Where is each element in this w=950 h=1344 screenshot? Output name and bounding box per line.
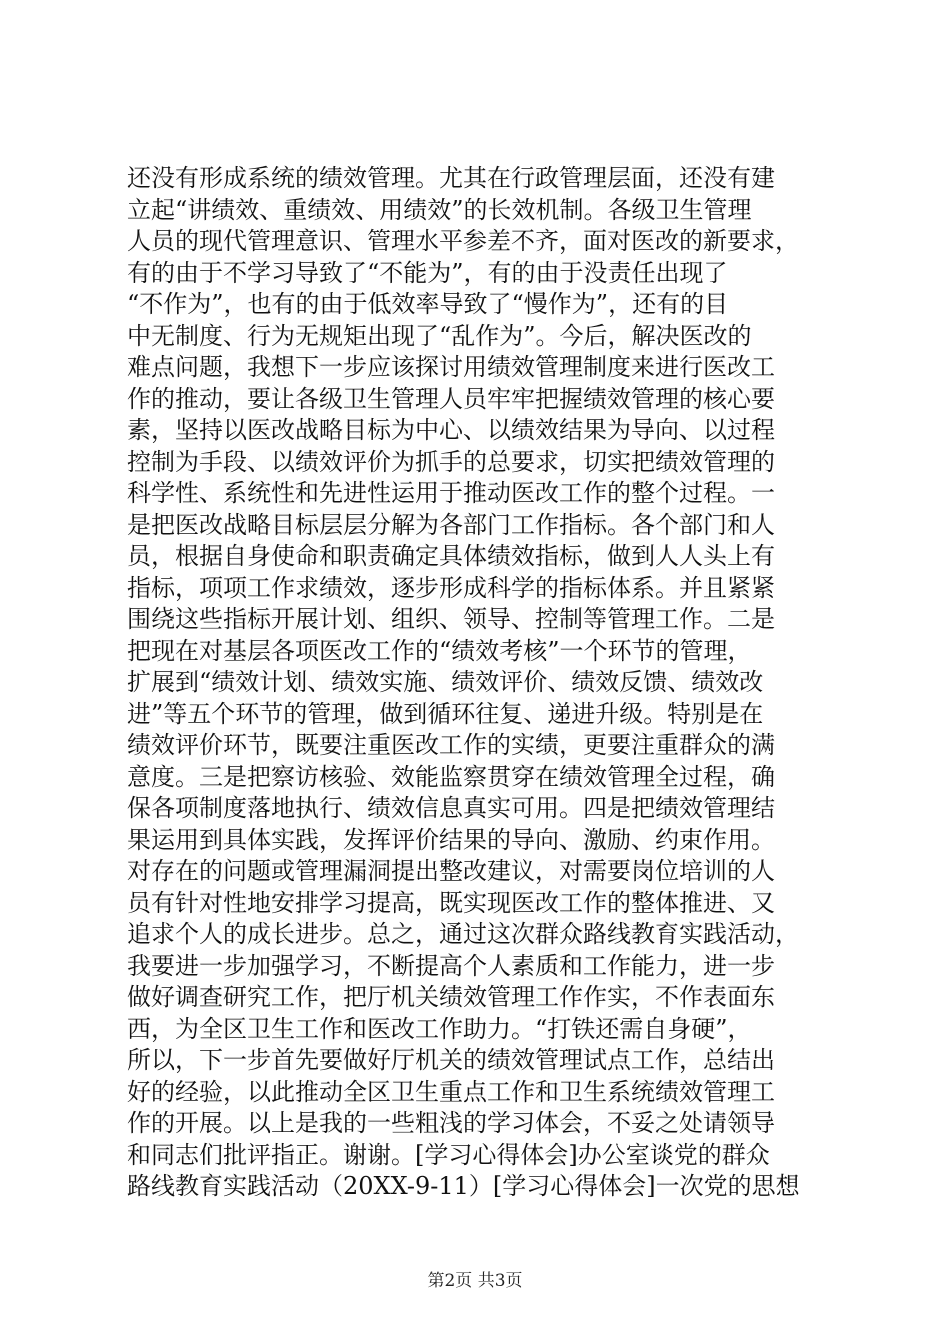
- text-line: 指标，项项工作求绩效，逐步形成科学的指标体系。并且紧紧: [127, 573, 775, 602]
- text-line: 做好调查研究工作，把厅机关绩效管理工作作实，不作表面东: [127, 983, 775, 1011]
- text-line: 控制为手段、以绩效评价为抓手的总要求，切实把绩效管理的: [127, 447, 775, 476]
- text-line: 员有针对性地安排学习提高，既实现医改工作的整体推进、又: [127, 888, 775, 917]
- text-line: 科学性、系统性和先进性运用于推动医改工作的整个过程。一: [127, 479, 775, 507]
- text-line: 保各项制度落地执行、绩效信息真实可用。四是把绩效管理结: [127, 794, 775, 822]
- text-line: 和同志们批评指正。谢谢。[学习心得体会]办公室谈党的群众: [127, 1140, 770, 1169]
- text-line: 围绕这些指标开展计划、组织、领导、控制等管理工作。二是: [127, 605, 775, 633]
- text-line: 西，为全区卫生工作和医改工作助力。“打铁还需自身硬”，: [127, 1014, 752, 1043]
- text-line: 对存在的问题或管理漏洞提出整改建议，对需要岗位培训的人: [127, 857, 775, 885]
- text-line: 中无制度、行为无规矩出现了“乱作为”。今后，解决医改的: [127, 321, 752, 350]
- text-line: 意度。三是把察访核验、效能监察贯穿在绩效管理全过程，确: [127, 762, 775, 791]
- text-line: 绩效评价环节，既要注重医改工作的实绩，更要注重群众的满: [127, 731, 775, 759]
- text-line: 还没有形成系统的绩效管理。尤其在行政管理层面，还没有建: [127, 164, 775, 192]
- text-line: 难点问题，我想下一步应该探讨用绩效管理制度来进行医改工: [127, 353, 775, 381]
- text-line: 作的开展。以上是我的一些粗浅的学习体会，不妥之处请领导: [127, 1109, 775, 1137]
- body-text: [127, 163, 827, 1203]
- text-line: 所以，下一步首先要做好厅机关的绩效管理试点工作，总结出: [127, 1046, 775, 1074]
- text-line: 追求个人的成长进步。总之，通过这次群众路线教育实践活动，: [127, 920, 799, 948]
- text-line: 好的经验，以此推动全区卫生重点工作和卫生系统绩效管理工: [127, 1077, 775, 1106]
- text-line: 进”等五个环节的管理，做到循环往复、递进升级。特别是在: [127, 699, 764, 728]
- text-line: 是把医改战略目标层层分解为各部门工作指标。各个部门和人: [127, 510, 775, 539]
- text-line: 路线教育实践活动（20XX-9-11）[学习心得体会]一次党的思想: [127, 1172, 800, 1200]
- text-line: 立起“讲绩效、重绩效、用绩效”的长效机制。各级卫生管理: [127, 195, 752, 224]
- text-line: “不作为”，也有的由于低效率导致了“慢作为”，还有的目: [127, 290, 729, 318]
- text-line: 有的由于不学习导致了“不能为”，有的由于没责任出现了: [127, 258, 728, 287]
- text-line: 我要进一步加强学习，不断提高个人素质和工作能力，进一步: [127, 951, 775, 980]
- text-line: 作的推动，要让各级卫生管理人员牢牢把握绩效管理的核心要: [127, 384, 775, 413]
- text-line: 扩展到“绩效计划、绩效实施、绩效评价、绩效反馈、绩效改: [127, 668, 764, 696]
- page-footer: 第2页 共3页: [427, 1271, 523, 1291]
- text-line: 把现在对基层各项医改工作的“绩效考核”一个环节的管理，: [127, 636, 752, 665]
- text-line: 人员的现代管理意识、管理水平参差不齐，面对医改的新要求，: [127, 227, 799, 255]
- text-line: 果运用到具体实践，发挥评价结果的导向、激励、约束作用。: [127, 825, 775, 854]
- text-line: 素，坚持以医改战略目标为中心、以绩效结果为导向、以过程: [127, 416, 775, 444]
- text-line: 员，根据自身使命和职责确定具体绩效指标，做到人人头上有: [127, 542, 775, 570]
